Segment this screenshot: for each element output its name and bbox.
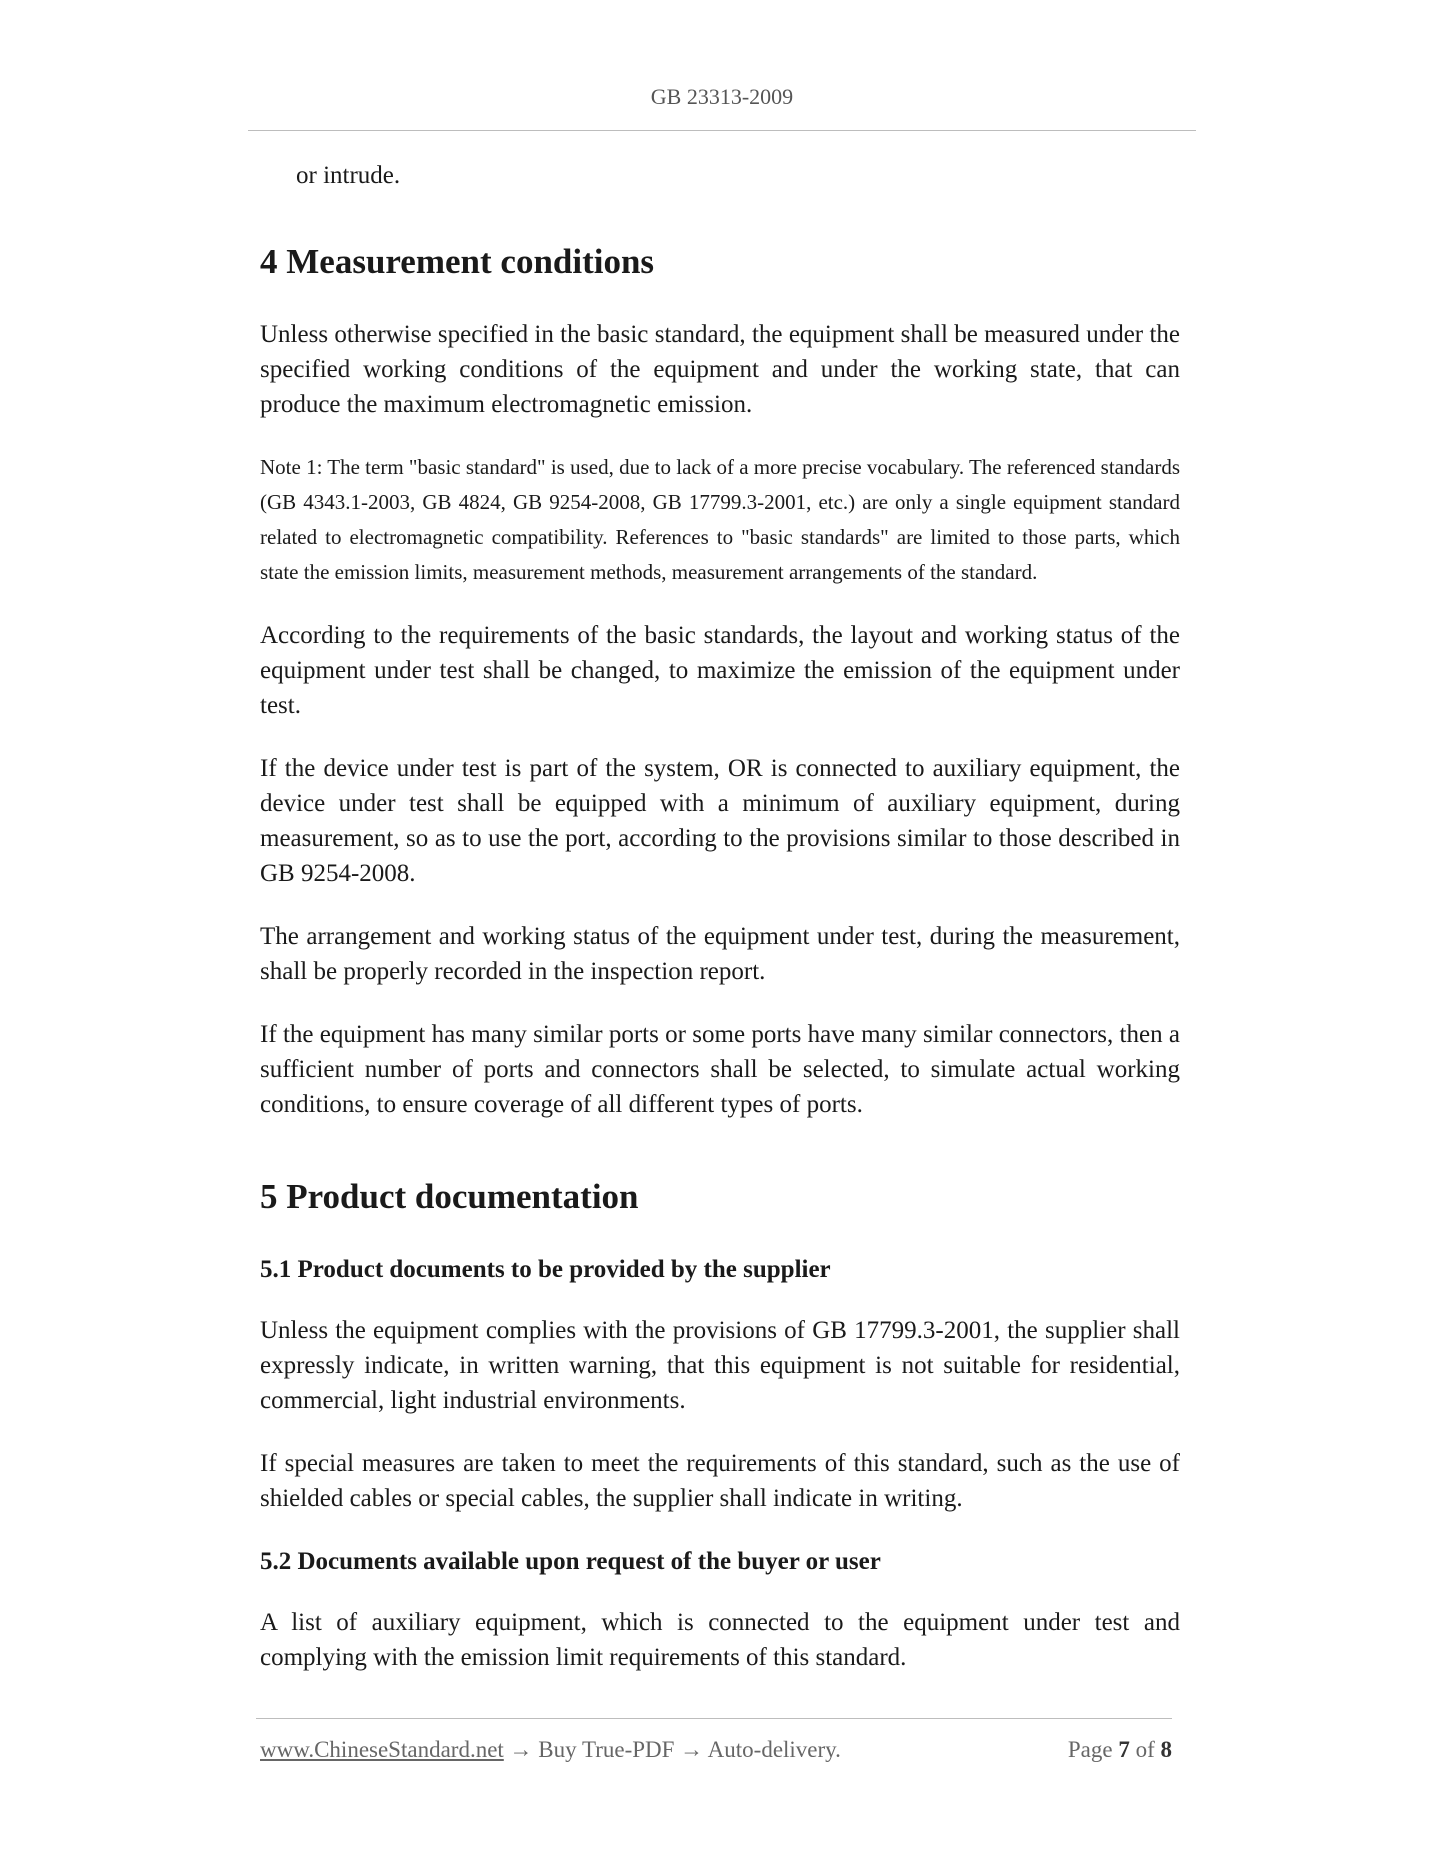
section-5-2-paragraph-1: A list of auxiliary equipment, which is connected to the equipment under test and complying with the emission limit requirements of this standard. xyxy=(260,1609,1180,1671)
website-link[interactable]: www.ChineseStandard.net xyxy=(260,1737,504,1762)
section-5-1-paragraph-1: Unless the equipment complies with the provisions of GB 17799.3-2001, the supplier shall expressly indicate, in written warning, that this equipment is not suitable for residential, commercial, light industrial environments. xyxy=(260,1317,1180,1414)
section-5-1-heading: 5.1 Product documents to be provided by the supplier xyxy=(260,1256,831,1283)
continued-text: or intrude. xyxy=(296,162,401,189)
page-content xyxy=(260,158,1180,1703)
section-4-paragraph-1: Unless otherwise specified in the basic standard, the equipment shall be measured under the specified working conditions of the equipment and under the working state, that can produce the maximum electromagnetic emission. xyxy=(260,321,1180,418)
document-header-id: GB 23313-2009 xyxy=(650,84,794,109)
page-label: Page xyxy=(1067,1737,1113,1762)
page-of-label: of xyxy=(1135,1737,1155,1762)
current-page-number: 7 xyxy=(1118,1737,1130,1762)
section-5-heading: 5 Product documentation xyxy=(260,1177,639,1216)
section-4-note-1: Note 1: The term "basic standard" is used, due to lack of a more precise vocabulary. The referenced standards (GB 4343.1-2003, GB 4824, GB 9254-2008, GB 17799.3-2001, etc.) are only a single equipment standard related to electromagnetic compatibility. References to "basic standards" are limited to those parts, which state the emission limits, measurement methods, measurement arrangements of the standard. xyxy=(260,455,1180,584)
footer-promo-text: → Buy True-PDF → Auto-delivery. xyxy=(503,1737,841,1762)
section-4-paragraph-5: If the equipment has many similar ports or some ports have many similar connectors, then a sufficient number of ports and connectors shall be selected, to simulate actual working conditions, to ensure coverage of all different types of ports. xyxy=(260,1021,1180,1118)
footer-divider xyxy=(256,1718,1172,1719)
section-5-2-heading: 5.2 Documents available upon request of the buyer or user xyxy=(260,1548,881,1575)
section-4-paragraph-2: According to the requirements of the basic standards, the layout and working status of the equipment under test shall be changed, to maximize the emission of the equipment under test. xyxy=(260,622,1180,719)
section-4-paragraph-4: The arrangement and working status of the equipment under test, during the measurement, shall be properly recorded in the inspection report. xyxy=(260,923,1180,985)
section-4-paragraph-3: If the device under test is part of the system, OR is connected to auxiliary equipment, the device under test shall be equipped with a minimum of auxiliary equipment, during measurement, so as to use the port, according to the provisions similar to those described in GB 9254-2008. xyxy=(260,755,1180,887)
footer-promo xyxy=(260,1737,841,1763)
total-page-number: 8 xyxy=(1160,1737,1172,1762)
header-divider xyxy=(248,130,1196,131)
page-indicator xyxy=(1068,1737,1172,1763)
section-5-1-paragraph-2: If special measures are taken to meet the requirements of this standard, such as the use of shielded cables or special cables, the supplier shall indicate in writing. xyxy=(260,1450,1180,1512)
section-4-heading: 4 Measurement conditions xyxy=(260,242,655,281)
